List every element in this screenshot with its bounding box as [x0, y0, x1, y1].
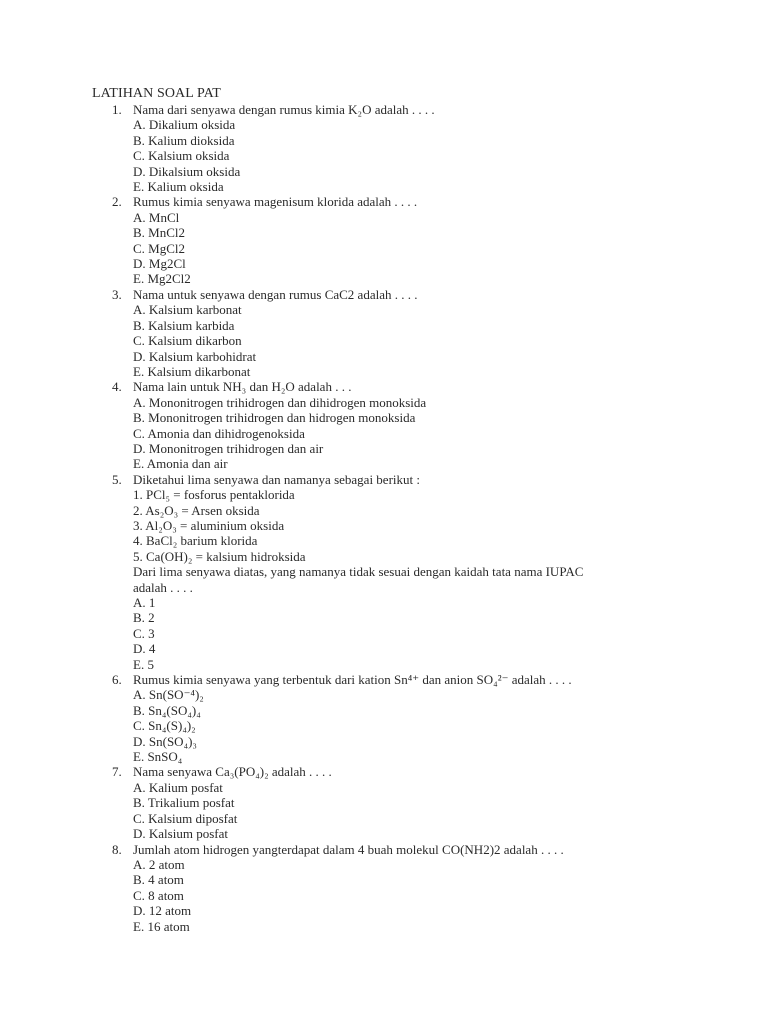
question-number: 4. [112, 379, 122, 395]
question-followup [92, 564, 732, 595]
followup-line-1: Dari lima senyawa diatas, yang namanya tidak sesuai dengan kaidah tata nama IUPAC [133, 564, 584, 580]
question-number: 1. [112, 102, 122, 117]
question-6 [92, 672, 732, 764]
option-d: D. Sn(SO₄)₃ [133, 733, 197, 749]
option-a: A. MnCl [133, 209, 180, 225]
option-c: C. MgCl2 [133, 240, 186, 256]
option-c: C. Kalsium oksida [133, 148, 230, 164]
question-stem [92, 472, 732, 487]
option-d: D. Mg2Cl [133, 256, 186, 272]
option-e: E. 16 atom [133, 918, 190, 934]
question-4 [92, 379, 732, 471]
question-number: 3. [112, 286, 122, 302]
question-text: Diketahui lima senyawa dan namanya sebagai berikut : [133, 471, 420, 487]
option-a: A. 1 [133, 595, 156, 610]
question-stem [92, 102, 732, 117]
question-text: Nama lain untuk NH₃ dan H₂O adalah . . . [133, 379, 352, 395]
question-stem [92, 672, 732, 687]
option-e: E. 5 [133, 656, 154, 672]
option-a: A. Kalsium karbonat [133, 302, 242, 318]
question-8 [92, 842, 732, 934]
option-d: D. 12 atom [133, 903, 192, 919]
option-b: B. 2 [133, 610, 155, 626]
question-stem [92, 842, 732, 857]
question-text: Nama dari senyawa dengan rumus kimia K₂O adalah . . . . [133, 102, 435, 117]
question-number: 7. [112, 764, 122, 780]
option-b: B. 4 atom [133, 872, 184, 888]
question-text: Nama untuk senyawa dengan rumus CaC2 adalah . . . . [133, 286, 418, 302]
question-number: 6. [112, 672, 122, 688]
option-a: A. Dikalium oksida [133, 117, 236, 133]
question-number: 2. [112, 194, 122, 210]
question-text: Jumlah atom hidrogen yangterdapat dalam 4 buah molekul CO(NH2)2 adalah . . . . [133, 841, 564, 857]
option-d: D. Dikalsium oksida [133, 163, 241, 179]
option-e: E. SnSO₄ [133, 749, 183, 765]
question-list [92, 102, 732, 934]
question-text: Rumus kimia senyawa yang terbentuk dari kation Sn⁴⁺ dan anion SO₄²⁻ adalah . . . . [133, 672, 572, 688]
page-title: LATIHAN SOAL PAT [92, 86, 221, 101]
question-stem [92, 379, 732, 394]
option-a: A. Kalium posfat [133, 779, 223, 795]
question-text: Rumus kimia senyawa magenisum klorida adalah . . . . [133, 194, 418, 210]
question-text: Nama senyawa Ca₃(PO₄)₂ adalah . . . . [133, 764, 332, 780]
question-3 [92, 287, 732, 379]
question-stem [92, 764, 732, 779]
option-b: B. Kalsium karbida [133, 317, 235, 333]
option-d: D. 4 [133, 641, 156, 657]
option-c: C. Kalsium dikarbon [133, 333, 242, 349]
option-d: D. Kalsium karbohidrat [133, 348, 257, 364]
question-1 [92, 102, 732, 194]
question-number: 8. [112, 841, 122, 857]
question-5 [92, 472, 732, 672]
option-a: A. Mononitrogen trihidrogen dan dihidrogen monoksida [133, 394, 427, 410]
question-2 [92, 194, 732, 286]
followup-line-2: adalah . . . . [133, 579, 193, 595]
option-a: A. 2 atom [133, 856, 185, 872]
compound-item-1: 1. PCl₅ = fosforus pentaklorida [133, 487, 295, 503]
option-c: C. 3 [133, 625, 155, 641]
option-b: B. Mononitrogen trihidrogen dan hidrogen monoksida [133, 410, 416, 426]
option-d: D. Kalsium posfat [133, 826, 228, 842]
option-e: E. Mg2Cl2 [133, 271, 191, 287]
option-b: B. Sn₄(SO₄)₄ [133, 702, 201, 718]
compound-list [92, 487, 732, 564]
option-c: C. Amonia dan dihidrogenoksida [133, 425, 305, 441]
option-e: E. Kalium oksida [133, 179, 224, 195]
compound-item-4: 4. BaCl₂ barium klorida [133, 533, 258, 549]
compound-item-2: 2. As₂O₃ = Arsen oksida [133, 502, 260, 518]
compound-item-5: 5. Ca(OH)₂ = kalsium hidroksida [133, 548, 306, 564]
question-7 [92, 764, 732, 841]
option-b: B. Kalium dioksida [133, 132, 235, 148]
option-c: C. 8 atom [133, 887, 184, 903]
option-a: A. Sn(SO⁻⁴)₂ [133, 687, 204, 703]
option-b: B. Trikalium posfat [133, 795, 235, 811]
option-c: C. Sn₄(S)₄)₂ [133, 718, 196, 734]
option-e: E. Kalsium dikarbonat [133, 363, 251, 379]
option-e: E. Amonia dan air [133, 456, 228, 472]
option-c: C. Kalsium diposfat [133, 810, 238, 826]
option-b: B. MnCl2 [133, 225, 186, 241]
question-stem [92, 287, 732, 302]
question-number: 5. [112, 471, 122, 487]
question-stem [92, 194, 732, 209]
option-d: D. Mononitrogen trihidrogen dan air [133, 440, 324, 456]
compound-item-3: 3. Al₂O₃ = aluminium oksida [133, 517, 285, 533]
